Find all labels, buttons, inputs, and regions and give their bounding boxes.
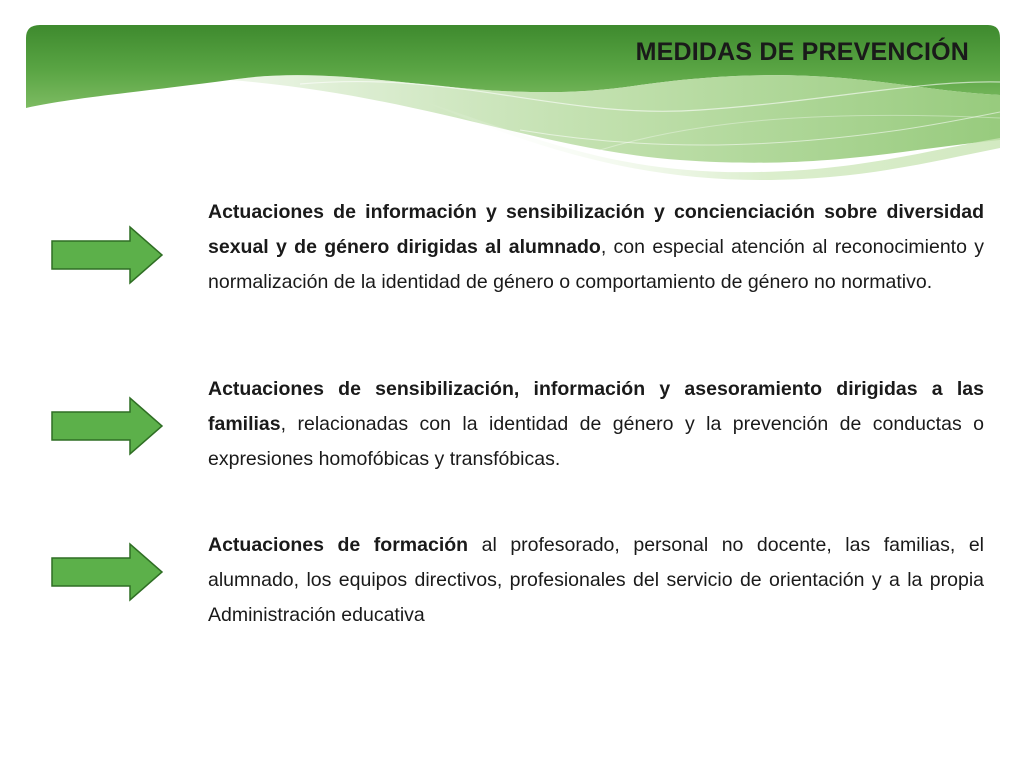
item-text (208, 195, 984, 300)
right-arrow-icon (50, 225, 164, 285)
item-bold-text: Actuaciones de sensibilización, información y asesoramiento dirigidas a las familias (208, 378, 984, 435)
item-bold-text: Actuaciones de formación (208, 534, 469, 556)
right-arrow-icon (50, 396, 164, 456)
item-body-text: , relacionadas con la identidad de género y la prevención de conductas o expresiones homofóbicas y transfóbicas. (208, 413, 984, 470)
list-item (0, 195, 1024, 345)
list-item (0, 528, 1024, 638)
item-bold-text: Actuaciones de información y sensibilización y concienciación sobre diversidad sexual y de género dirigidas al alumnado (208, 201, 984, 258)
item-body-text: , con especial atención al reconocimiento y normalización de la identidad de género o comportamiento de género no normativo. (208, 236, 984, 293)
list-item (0, 372, 1024, 482)
item-text (208, 528, 984, 633)
page-title: MEDIDAS DE PREVENCIÓN (635, 38, 969, 66)
header-banner (0, 0, 1024, 180)
right-arrow-icon (50, 542, 164, 602)
item-text (208, 372, 984, 477)
item-body-text: al profesorado, personal no docente, las familias, el alumnado, los equipos directivos, profesionales del servicio de orientación y a la propia Administración educativa (208, 534, 984, 626)
